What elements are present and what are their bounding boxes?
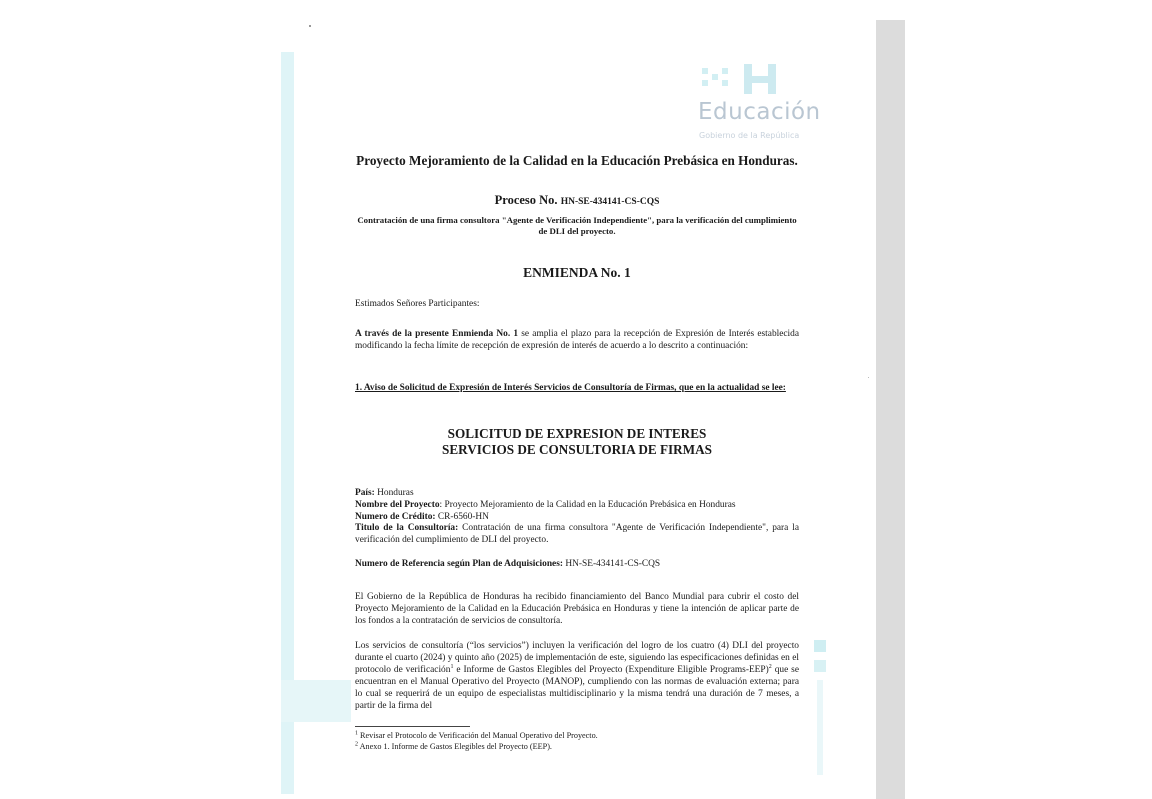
intro-rest: se amplia el plazo para la recepción de Expresión de Interés establecida modificando la fecha límite de recepción de expresión de interés de acuerdo a lo descrito a continuación: <box>355 329 800 351</box>
footnote-1-number: 1 <box>355 730 358 737</box>
solicitud-title <box>355 426 799 458</box>
field-referencia-label: Numero de Referencia según Plan de Adquisiciones: <box>355 559 563 569</box>
process-number <box>355 193 799 208</box>
field-titulo <box>355 523 799 547</box>
project-fields <box>355 488 799 547</box>
footnote-2-number: 2 <box>355 740 358 747</box>
process-code: HN-SE-434141-CS-CQS <box>560 197 660 207</box>
field-proyecto <box>355 500 799 512</box>
footnote-1-text: Revisar el Protocolo de Verificación del Manual Operativo del Proyecto. <box>360 731 598 740</box>
footnote-ref-2: 2 <box>768 663 772 670</box>
footnote-2-text: Anexo 1. Informe de Gastos Elegibles del Proyecto (EEP). <box>359 741 552 751</box>
field-referencia <box>355 558 799 570</box>
scan-speck <box>309 25 311 27</box>
field-pais <box>355 488 799 500</box>
scrollbar-track[interactable] <box>876 20 905 799</box>
field-titulo-value: Contratación de una firma consultora "Agente de Verificación Independiente", para la verificación del cumplimiento de DLI del proyecto. <box>355 523 800 546</box>
paragraph-servicios <box>355 640 799 712</box>
scan-right-marks <box>814 640 828 780</box>
intro-lead: A través de la presente <box>355 329 449 339</box>
hn-logo-mark-icon <box>696 62 832 98</box>
field-credito-value: CR-6560-HN <box>437 511 489 522</box>
amendment-title: ENMIENDA No. 1 <box>523 265 631 280</box>
logo-subtitle: Gobierno de la República <box>699 131 800 140</box>
field-pais-label: País: <box>355 488 375 498</box>
field-proyecto-label: Nombre del Proyecto <box>355 499 440 510</box>
paragraph-gobierno: El Gobierno de la República de Honduras ha recibido financiamiento del Banco Mundial para cubrir el costo del Proyecto Mejoramiento de la Calidad en la Educación Prebásica en Honduras y tiene la intención de aplicar parte de los fondos a la contratación de servicios de consultoría. <box>355 592 799 626</box>
intro-bold: Enmienda No. 1 <box>452 329 519 339</box>
process-label: Proceso No. <box>494 193 558 207</box>
footnotes <box>355 731 598 752</box>
ministry-logo <box>696 62 832 142</box>
greeting: Estimados Señores Participantes: <box>355 299 480 309</box>
footnote-1 <box>355 731 598 742</box>
servicios-part-3: que se encuentran en el Manual Operativo del Proyecto (MANOP), cumpliendo con las normas de evaluación externa; para lo cual se requerirá de un equipo de especialistas multidisciplinario y la misma tendrá una duración de 7 meses, a partir de la firma del <box>355 665 799 711</box>
field-credito-label: Numero de Crédito: <box>355 511 436 522</box>
field-pais-value: Honduras <box>377 488 414 498</box>
logo-ministry-name: Educación <box>698 99 821 125</box>
footnote-2 <box>355 742 598 753</box>
amendment-intro <box>355 328 799 352</box>
field-proyecto-value: : Proyecto Mejoramiento de la Calidad en la Educación Prebásica en Honduras <box>439 499 736 510</box>
field-referencia-value: HN-SE-434141-CS-CQS <box>565 559 661 569</box>
servicios-part-2: e Informe de Gastos Elegibles del Proyecto (Expenditure Eligible Programs-EEP) <box>453 665 769 675</box>
project-title: Proyecto Mejoramiento de la Calidad en la Educación Prebásica en Honduras. <box>356 153 798 168</box>
servicios-part-1: Los servicios de consultoría (“los servicios”) incluyen la verificación del logro de los cuatro (4) DLI del proyecto durante el cuarto (2024) y quinto año (2025) de implementación de este, siguiendo las especificaciones definidas en el protocolo de verificación <box>355 641 799 675</box>
field-credito <box>355 512 799 524</box>
footnote-ref-1: 1 <box>450 663 454 670</box>
scan-edge-tint-lower <box>281 680 351 722</box>
contract-description: Contratación de una firma consultora "Agente de Verificación Independiente", para la verificación del cumplimiento de DLI del proyecto. <box>357 215 797 236</box>
footnote-rule <box>355 726 470 727</box>
section-heading: 1. Aviso de Solicitud de Expresión de Interés Servicios de Consultoría de Firmas, que en la actualidad se lee: <box>355 383 786 393</box>
solicitud-line-1: SOLICITUD DE EXPRESION DE INTERES <box>447 426 707 441</box>
scan-speck <box>868 377 869 378</box>
solicitud-line-2: SERVICIOS DE CONSULTORIA DE FIRMAS <box>442 442 712 457</box>
field-titulo-label: Titulo de la Consultoría: <box>355 523 459 534</box>
